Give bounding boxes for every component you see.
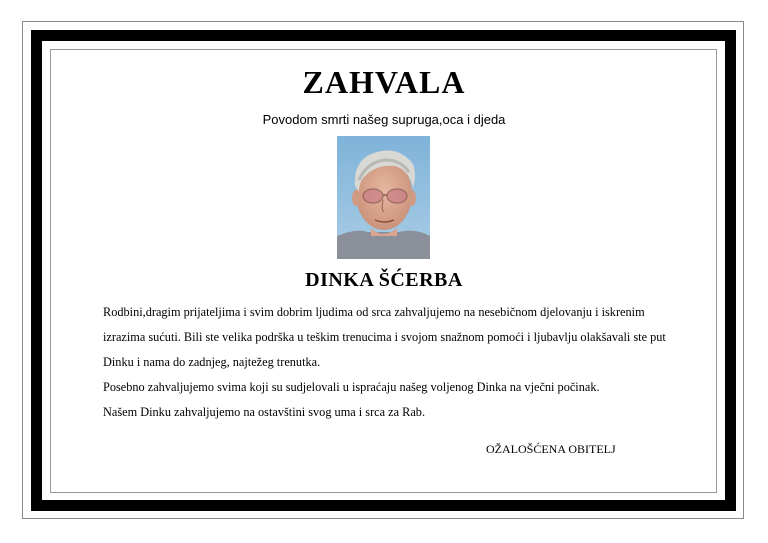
notice-title: ZAHVALA — [302, 64, 466, 100]
message-paragraph: Našem Dinku zahvaljujemo na ostavštini svog uma i srca za Rab. — [103, 405, 426, 419]
notice-subtitle: Povodom smrti našeg supruga,oca i djeda — [262, 112, 506, 127]
signature: OŽALOŠĆENA OBITELJ — [486, 442, 616, 456]
deceased-name: DINKA ŠĆERBA — [305, 269, 463, 291]
message-body — [103, 300, 673, 425]
portrait-photo — [337, 136, 430, 259]
message-paragraph: Rodbini,dragim prijateljima i svim dobrim ljudima od srca zahvaljujemo na nesebičnom djelovanju i iskrenim izrazima sućuti. Bili ste velika podrška u teškim trenucima i svojom snažnom pomoći i ljubavlju olakšavali ste put Dinku i nama do zadnjeg, najtežeg trenutka. — [103, 305, 666, 369]
message-paragraph: Posebno zahvaljujemo svima koji su sudjelovali u ispraćaju našeg voljenog Dinka na vječni počinak. — [103, 380, 600, 394]
